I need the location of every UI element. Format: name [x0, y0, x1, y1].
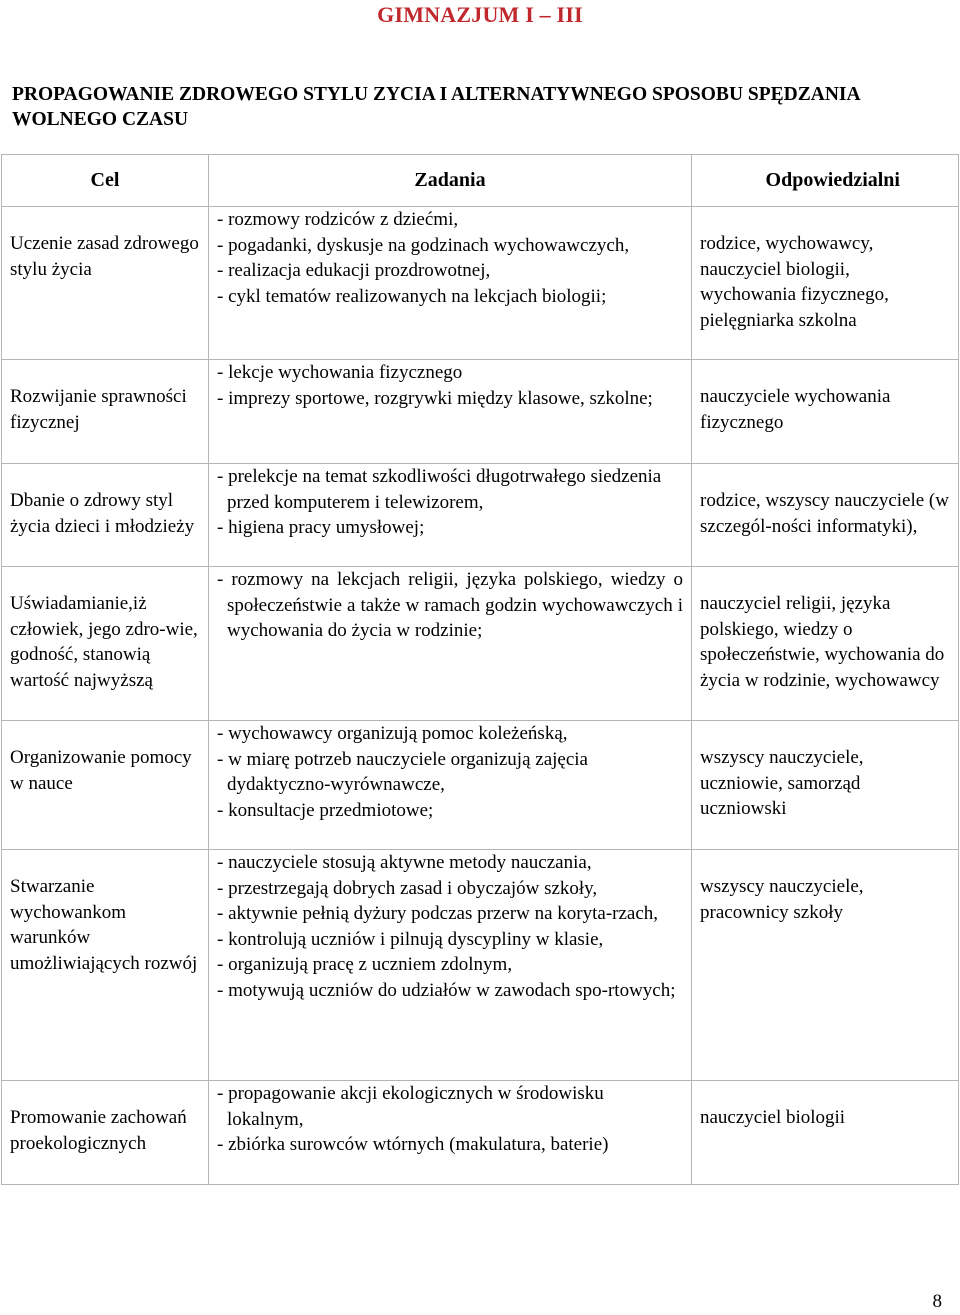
task-item: - motywują uczniów do udziałów w zawodach spo-rtowych; [217, 979, 676, 1001]
header-zadania: Zadania [209, 155, 692, 207]
task-item: - prelekcje na temat szkodliwości długotrwałego siedzenia przed komputerem i telewizorem, [217, 466, 662, 513]
cel-cell [2, 850, 209, 1081]
zadania-cell [209, 1081, 692, 1185]
zadania-cell [209, 464, 692, 567]
task-list [217, 207, 683, 309]
odpowiedzialni-text: nauczyciel religii, języka polskiego, wiedzy o społeczeństwie, wychowania do życia w rodzinie, wychowawcy [700, 593, 945, 691]
task-item: - organizują pracę z uczniem zdolnym, [217, 954, 513, 975]
section-title-line-2: WOLNEGO CZASU [12, 109, 189, 130]
odpowiedzialni-cell [692, 207, 959, 360]
task-item: - imprezy sportowe, rozgrywki między klasowe, szkolne; [217, 387, 653, 409]
cel-cell [2, 721, 209, 850]
table-row [2, 207, 959, 360]
table-row [2, 360, 959, 464]
odpowiedzialni-text: wszyscy nauczyciele, pracownicy szkoły [700, 876, 864, 923]
zadania-cell [209, 207, 692, 360]
odpowiedzialni-text: rodzice, wychowawcy, nauczyciel biologii, wychowania fizycznego, pielęgniarka szkolna [700, 233, 889, 331]
task-item: - kontrolują uczniów i pilnują dyscypliny w klasie, [217, 928, 604, 950]
task-item: - propagowanie akcji ekologicznych w środowisku lokalnym, [217, 1083, 604, 1130]
zadania-cell [209, 721, 692, 850]
task-item: - rozmowy na lekcjach religii, języka polskiego, wiedzy o społeczeństwie a także w ramach godzin wychowawczych i wychowania do życia w rodzinie; [217, 569, 683, 641]
cel-cell [2, 360, 209, 464]
table-row [2, 721, 959, 850]
header-cel: Cel [2, 155, 209, 207]
task-item: - konsultacje przedmiotowe; [217, 799, 434, 821]
cel-cell [2, 207, 209, 360]
zadania-cell [209, 567, 692, 721]
task-list [217, 721, 683, 823]
task-list [217, 567, 683, 644]
task-item: - rozmowy rodziców z dziećmi, [217, 209, 459, 230]
task-item: - zbiórka surowców wtórnych (makulatura, baterie) [217, 1134, 609, 1155]
odpowiedzialni-text: rodzice, wszyscy nauczyciele (w szczegól-ności informatyki), [700, 490, 949, 537]
task-item: - aktywnie pełnią dyżury podczas przerw na koryta-rzach, [217, 903, 659, 924]
task-item: - w miarę potrzeb nauczyciele organizują zajęcia dydaktyczno-wyrównawcze, [217, 748, 588, 795]
table-row [2, 464, 959, 567]
odpowiedzialni-text: nauczyciel biologii [700, 1107, 846, 1128]
zadania-cell [209, 360, 692, 464]
cel-text: Uczenie zasad zdrowego stylu życia [10, 233, 199, 280]
odpowiedzialni-cell [692, 721, 959, 850]
page-number: 8 [932, 1291, 942, 1312]
cel-cell [2, 567, 209, 721]
section-title-line-1: PROPAGOWANIE ZDROWEGO STYLU ZYCIA I ALTERNATYWNEGO SPOSOBU SPĘDZANIA [12, 84, 861, 105]
odpowiedzialni-cell [692, 360, 959, 464]
table-header-row [2, 155, 959, 207]
task-item: - pogadanki, dyskusje na godzinach wychowawczych, [217, 234, 630, 256]
cel-text: Uświadamianie,iż człowiek, jego zdro-wie, godność, stanowią wartość najwyższą [10, 593, 198, 691]
task-item: - lekcje wychowania fizycznego [217, 362, 463, 383]
document-title: GIMNAZJUM I – III [377, 2, 583, 27]
task-item: - wychowawcy organizują pomoc koleżeńską, [217, 723, 568, 744]
section-title [12, 82, 942, 132]
table-row [2, 850, 959, 1081]
zadania-cell [209, 850, 692, 1081]
task-list [217, 850, 683, 1003]
program-table [1, 154, 959, 1185]
table-row [2, 567, 959, 721]
cel-text: Promowanie zachowań proekologicznych [10, 1107, 187, 1154]
odpowiedzialni-text: wszyscy nauczyciele, uczniowie, samorząd uczniowski [700, 747, 864, 819]
task-item: - cykl tematów realizowanych na lekcjach biologii; [217, 285, 607, 307]
cel-text: Stwarzanie wychowankom warunków umożliwiających rozwój [10, 876, 198, 974]
cel-text: Rozwijanie sprawności fizycznej [10, 386, 187, 433]
odpowiedzialni-cell [692, 850, 959, 1081]
task-list [217, 1081, 683, 1158]
cel-cell [2, 1081, 209, 1185]
cel-text: Organizowanie pomocy w nauce [10, 747, 192, 794]
table-row [2, 1081, 959, 1185]
odpowiedzialni-cell [692, 464, 959, 567]
task-item: - realizacja edukacji prozdrowotnej, [217, 260, 491, 281]
odpowiedzialni-text: nauczyciele wychowania fizycznego [700, 386, 891, 433]
odpowiedzialni-cell [692, 567, 959, 721]
cel-cell [2, 464, 209, 567]
task-item: - przestrzegają dobrych zasad i obyczajów szkoły, [217, 877, 598, 899]
header-odpowiedzialni: Odpowiedzialni [692, 155, 959, 207]
task-list [217, 360, 683, 411]
task-item: - higiena pracy umysłowej; [217, 517, 425, 538]
task-list [217, 464, 683, 541]
task-item: - nauczyciele stosują aktywne metody nauczania, [217, 852, 592, 873]
cel-text: Dbanie o zdrowy styl życia dzieci i młodzieży [10, 490, 195, 537]
odpowiedzialni-cell [692, 1081, 959, 1185]
